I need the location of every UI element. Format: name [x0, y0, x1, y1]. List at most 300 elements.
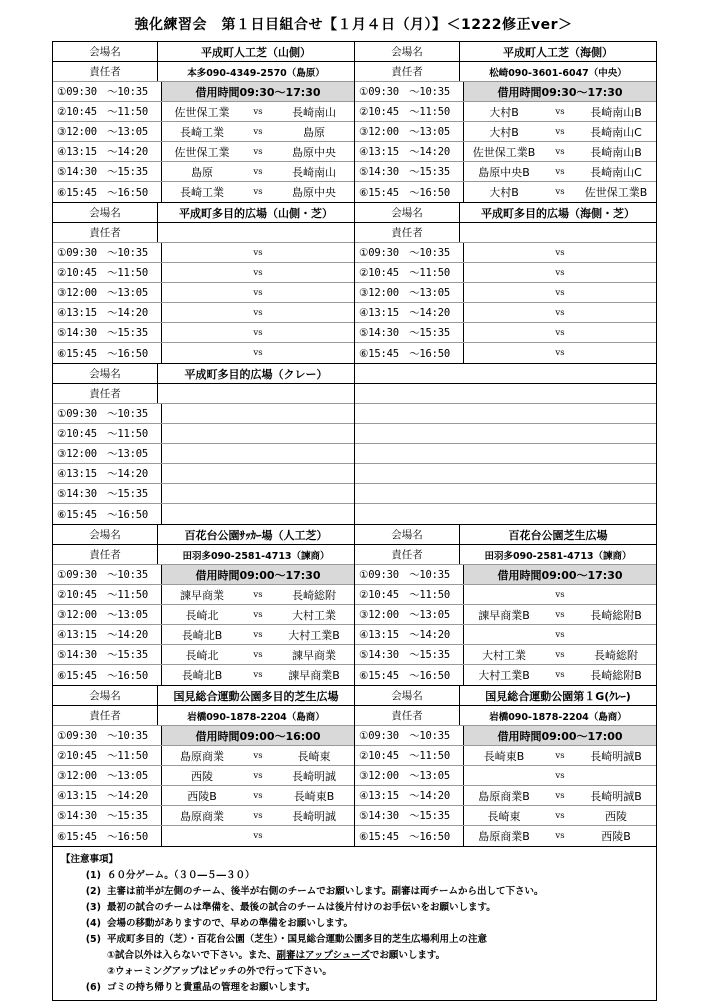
- time-slot-row: [355, 303, 656, 323]
- time-slot: ①09:30 ～10:35: [53, 82, 162, 101]
- match-cell: [464, 766, 656, 785]
- time-slot-row: [53, 243, 354, 263]
- time-slot: ⑤14:30 ～15:35: [53, 484, 162, 503]
- empty-cell: [162, 404, 354, 423]
- match-cell: [464, 182, 656, 202]
- manager-row: [53, 706, 354, 726]
- time-slot-row: [355, 585, 656, 605]
- venue-label: 会場名: [53, 42, 158, 61]
- vs-label: vs: [253, 146, 263, 157]
- vs-label: vs: [253, 247, 263, 258]
- vs-label: vs: [555, 790, 565, 801]
- match-cell: [162, 585, 354, 604]
- time-slot-row: [53, 484, 354, 504]
- time-slot-row: [355, 766, 656, 786]
- manager-row: [53, 384, 354, 404]
- vs-label: vs: [555, 629, 565, 640]
- match-cell: [162, 766, 354, 785]
- manager-contact: [460, 223, 656, 242]
- match-cell: [464, 283, 656, 302]
- vs-label: vs: [253, 589, 263, 600]
- venue-row: [53, 525, 354, 545]
- match-cell: [162, 605, 354, 624]
- away-team: 長崎南山B: [590, 105, 642, 119]
- home-team: 大村工業: [482, 648, 526, 662]
- venue-label: 会場名: [355, 686, 460, 705]
- manager-row: [53, 545, 354, 565]
- venue-block: [354, 686, 656, 846]
- away-team: 諫早商業: [292, 648, 336, 662]
- empty-cell: [162, 444, 354, 463]
- empty-row: [355, 364, 656, 384]
- manager-row: [355, 223, 656, 243]
- time-slot-row: [355, 665, 656, 685]
- time-slot: ⑥15:45 ～16:50: [355, 665, 464, 685]
- venue-block: [354, 203, 656, 363]
- manager-row: [355, 545, 656, 565]
- venue-row: [355, 42, 656, 62]
- manager-contact: 本多090-4349-2570（島原）: [187, 67, 325, 79]
- manager-label: 責任者: [355, 706, 460, 725]
- time-slot-row: [53, 605, 354, 625]
- time-slot-row: [355, 243, 656, 263]
- venue-label: 会場名: [53, 203, 158, 222]
- match-cell: [162, 182, 354, 202]
- vs-label: vs: [555, 166, 565, 177]
- venue-label: 会場名: [53, 364, 158, 383]
- manager-label: 責任者: [53, 545, 158, 564]
- home-team: 西陵B: [187, 789, 217, 803]
- empty-row: [355, 424, 656, 444]
- manager-row: [355, 62, 656, 82]
- time-slot: ③12:00 ～13:05: [355, 122, 464, 141]
- manager-contact: [158, 384, 354, 403]
- time-slot-row: [53, 806, 354, 826]
- time-slot: ④13:15 ～14:20: [53, 786, 162, 805]
- match-cell: [464, 142, 656, 161]
- away-team: 島原: [303, 125, 325, 139]
- empty-row: [355, 404, 656, 424]
- away-team: 長崎南山C: [590, 125, 642, 139]
- vs-label: vs: [555, 670, 565, 680]
- match-cell: [464, 303, 656, 322]
- venue-name: 国見総合運動公園第１G(ｸﾚｰ): [485, 689, 631, 703]
- time-slot-row: [355, 122, 656, 142]
- time-slot-row: [355, 263, 656, 283]
- time-slot: ③12:00 ～13:05: [53, 766, 162, 785]
- match-cell: [162, 645, 354, 664]
- manager-contact: 岩橋090-1878-2204（島商）: [489, 711, 627, 723]
- time-slot: ③12:00 ～13:05: [53, 605, 162, 624]
- time-slot-row: [53, 404, 354, 424]
- vs-label: vs: [555, 287, 565, 298]
- venue-name: 平成町多目的広場（山側・芝）: [179, 206, 333, 220]
- time-slot-row: [53, 645, 354, 665]
- away-team: 西陵: [605, 809, 627, 823]
- venue-name: 平成町多目的広場（クレー）: [184, 367, 328, 381]
- time-slot: ①09:30 ～10:35: [53, 726, 162, 745]
- time-slot: ②10:45 ～11:50: [53, 102, 162, 121]
- manager-row: [53, 62, 354, 82]
- venue-row: [53, 42, 354, 62]
- time-slot-row: [355, 726, 656, 746]
- home-team: 佐世保工業B: [472, 145, 536, 159]
- vs-label: vs: [253, 609, 263, 620]
- venue-label: 会場名: [53, 525, 158, 544]
- manager-label: 責任者: [53, 223, 158, 242]
- empty-row: [355, 504, 656, 524]
- note-sub-item: ②ウォーミングアップはピッチの外で行って下さい。: [107, 966, 332, 977]
- time-slot-row: [53, 102, 354, 122]
- vs-label: vs: [555, 307, 565, 318]
- vs-label: vs: [253, 790, 263, 801]
- match-cell: [464, 585, 656, 604]
- time-slot: ⑥15:45 ～16:50: [53, 665, 162, 685]
- venue-block: [53, 203, 354, 363]
- venue-name: 百花台公園芝生広場: [508, 528, 608, 542]
- time-slot-row: [355, 142, 656, 162]
- note-number: (1): [85, 870, 101, 881]
- match-cell: [464, 746, 656, 765]
- vs-label: vs: [253, 629, 263, 640]
- time-slot: ②10:45 ～11:50: [53, 263, 162, 282]
- match-cell: [464, 625, 656, 644]
- home-team: 長崎工業: [180, 125, 224, 139]
- time-slot: ②10:45 ～11:50: [355, 263, 464, 282]
- time-slot-row: [53, 283, 354, 303]
- empty-row: [355, 384, 656, 404]
- home-team: 大村B: [489, 125, 519, 139]
- home-team: 諫早商業: [180, 588, 224, 602]
- time-slot: ④13:15 ～14:20: [355, 625, 464, 644]
- away-team: 長崎総附: [292, 588, 336, 602]
- time-slot: ②10:45 ～11:50: [53, 746, 162, 765]
- vs-label: vs: [555, 106, 565, 117]
- empty-cell: [162, 504, 354, 524]
- time-slot-row: [53, 444, 354, 464]
- vs-label: vs: [555, 187, 565, 197]
- time-slot: ⑤14:30 ～15:35: [53, 323, 162, 342]
- note-text: ゴミの持ち帰りと貴重品の管理をお願いします。: [107, 982, 316, 993]
- note-item: [61, 868, 648, 884]
- match-cell: [162, 263, 354, 282]
- away-team: 長崎南山B: [590, 145, 642, 159]
- home-team: 長崎北B: [181, 669, 223, 682]
- usage-hours: 借用時間09:30～17:30: [464, 82, 656, 101]
- venue-label: 会場名: [355, 42, 460, 61]
- match-cell: [162, 665, 354, 685]
- time-slot: ④13:15 ～14:20: [355, 142, 464, 161]
- venue-label: 会場名: [53, 686, 158, 705]
- time-slot-row: [53, 323, 354, 343]
- match-cell: [162, 625, 354, 644]
- match-cell: [464, 645, 656, 664]
- venue-block: [53, 686, 354, 846]
- time-slot-row: [53, 424, 354, 444]
- page-title: 強化練習会 第１日目組合せ【１月４日（月）】＜1222修正ver＞: [134, 17, 573, 33]
- home-team: 島原商業: [180, 749, 224, 763]
- time-slot: ①09:30 ～10:35: [355, 726, 464, 745]
- time-slot-row: [53, 625, 354, 645]
- match-cell: [464, 162, 656, 181]
- away-team: 島原中央: [292, 186, 336, 199]
- home-team: 長崎東B: [483, 749, 525, 763]
- manager-contact: 岩橋090-1878-2204（島商）: [187, 711, 325, 723]
- venue-block: [53, 525, 354, 685]
- note-item: [61, 916, 648, 932]
- away-team: 島原中央: [292, 145, 336, 159]
- usage-hours: 借用時間09:00～17:30: [464, 565, 656, 584]
- match-cell: [464, 806, 656, 825]
- note-item: [61, 884, 648, 900]
- note-text: 平成町多目的（芝）・百花台公園（芝生）・国見総合運動公園多目的芝生広場利用上の注意: [107, 934, 488, 945]
- time-slot-row: [355, 343, 656, 363]
- time-slot: ⑥15:45 ～16:50: [53, 343, 162, 363]
- time-slot: ②10:45 ～11:50: [355, 585, 464, 604]
- time-slot-row: [355, 102, 656, 122]
- time-slot: ④13:15 ～14:20: [53, 142, 162, 161]
- home-team: 長崎北B: [181, 628, 223, 642]
- vs-label: vs: [555, 750, 565, 761]
- time-slot: ⑤14:30 ～15:35: [53, 806, 162, 825]
- away-team: 諫早商業B: [288, 669, 340, 682]
- time-slot-row: [53, 726, 354, 746]
- vs-label: vs: [555, 770, 565, 781]
- time-slot: ②10:45 ～11:50: [355, 746, 464, 765]
- time-slot: ⑤14:30 ～15:35: [53, 162, 162, 181]
- note-item: [61, 932, 648, 948]
- home-team: 島原中央B: [478, 165, 530, 179]
- time-slot-row: [355, 746, 656, 766]
- usage-hours: 借用時間09:00～17:30: [162, 565, 354, 584]
- note-text: 会場の移動がありますので、早めの準備をお願いします。: [107, 918, 354, 929]
- time-slot: ①09:30 ～10:35: [355, 82, 464, 101]
- venue-section: [53, 686, 656, 847]
- time-slot: ④13:15 ～14:20: [355, 786, 464, 805]
- away-team: 長崎東: [297, 749, 331, 763]
- venue-section: [53, 364, 656, 525]
- vs-label: vs: [253, 267, 263, 278]
- venue-label: 会場名: [355, 525, 460, 544]
- match-cell: [162, 323, 354, 342]
- time-slot-row: [355, 565, 656, 585]
- match-cell: [464, 826, 656, 846]
- manager-label: 責任者: [355, 223, 460, 242]
- vs-label: vs: [253, 770, 263, 781]
- time-slot-row: [355, 283, 656, 303]
- time-slot-row: [53, 766, 354, 786]
- time-slot: ③12:00 ～13:05: [355, 766, 464, 785]
- venue-block: [354, 42, 656, 202]
- venue-section: [53, 203, 656, 364]
- vs-label: vs: [555, 126, 565, 137]
- venue-row: [53, 203, 354, 223]
- home-team: 島原商業B: [478, 789, 530, 803]
- venue-name: 百花台公園ｻｯｶｰ場（人工芝）: [184, 528, 328, 542]
- vs-label: vs: [555, 589, 565, 600]
- manager-label: 責任者: [53, 384, 158, 403]
- time-slot: ⑤14:30 ～15:35: [355, 645, 464, 664]
- vs-label: vs: [253, 327, 263, 338]
- match-cell: [162, 786, 354, 805]
- vs-label: vs: [555, 247, 565, 258]
- time-slot-row: [355, 82, 656, 102]
- time-slot: ⑤14:30 ～15:35: [355, 162, 464, 181]
- manager-label: 責任者: [355, 545, 460, 564]
- note-text: ６０分ゲーム。（３０―５―３０）: [107, 870, 255, 881]
- time-slot: ④13:15 ～14:20: [53, 464, 162, 483]
- away-team: 西陵B: [601, 830, 631, 843]
- usage-hours: 借用時間09:00～16:00: [162, 726, 354, 745]
- vs-label: vs: [555, 831, 565, 841]
- time-slot: ⑥15:45 ～16:50: [53, 826, 162, 846]
- time-slot-row: [53, 182, 354, 202]
- vs-label: vs: [253, 187, 263, 197]
- note-sub-text: でお願いします。: [369, 950, 446, 961]
- note-text: 最初の試合のチームは準備を、最後の試合のチームは後片付けのお手伝いをお願いします。: [107, 902, 496, 913]
- time-slot-row: [53, 826, 354, 846]
- note-number: (6): [85, 982, 101, 993]
- time-slot-row: [53, 746, 354, 766]
- time-slot: ①09:30 ～10:35: [355, 565, 464, 584]
- note-text: 主審は前半が左側のチーム、後半が右側のチームでお願いします。副審は両チームから出して下さい。: [107, 886, 544, 897]
- time-slot-row: [53, 585, 354, 605]
- time-slot: ②10:45 ～11:50: [53, 424, 162, 443]
- time-slot-row: [53, 565, 354, 585]
- time-slot-row: [355, 625, 656, 645]
- match-cell: [162, 283, 354, 302]
- manager-row: [53, 223, 354, 243]
- usage-hours: 借用時間09:00～17:00: [464, 726, 656, 745]
- home-team: 大村工業B: [478, 669, 530, 682]
- time-slot: ③12:00 ～13:05: [355, 605, 464, 624]
- manager-contact: [158, 223, 354, 242]
- home-team: 島原: [191, 165, 213, 179]
- time-slot: ⑤14:30 ～15:35: [53, 645, 162, 664]
- time-slot: ⑥15:45 ～16:50: [53, 182, 162, 202]
- vs-label: vs: [253, 810, 263, 821]
- notes-section: [53, 847, 656, 1000]
- match-cell: [162, 343, 354, 363]
- match-cell: [162, 142, 354, 161]
- vs-label: vs: [555, 146, 565, 157]
- away-team: 長崎明誠B: [590, 749, 642, 763]
- time-slot-row: [53, 162, 354, 182]
- empty-row: [355, 444, 656, 464]
- note-item: [61, 980, 648, 996]
- match-cell: [464, 343, 656, 363]
- manager-label: 責任者: [53, 706, 158, 725]
- time-slot: ②10:45 ～11:50: [53, 585, 162, 604]
- note-sub-underlined: 副審はアップシューズ: [276, 950, 370, 961]
- home-team: 長崎北: [185, 648, 219, 662]
- away-team: 長崎総附B: [590, 608, 642, 622]
- time-slot: ①09:30 ～10:35: [53, 243, 162, 262]
- match-cell: [162, 102, 354, 121]
- note-number: (4): [85, 918, 101, 929]
- time-slot-row: [53, 665, 354, 685]
- away-team: 長崎総附: [594, 648, 638, 662]
- time-slot-row: [53, 303, 354, 323]
- venue-row: [53, 364, 354, 384]
- match-cell: [464, 102, 656, 121]
- match-cell: [162, 806, 354, 825]
- time-slot: ③12:00 ～13:05: [53, 283, 162, 302]
- schedule-sheet: [52, 41, 657, 1001]
- time-slot-row: [355, 786, 656, 806]
- time-slot: ④13:15 ～14:20: [53, 303, 162, 322]
- time-slot-row: [53, 464, 354, 484]
- match-cell: [464, 786, 656, 805]
- vs-label: vs: [555, 267, 565, 278]
- manager-contact: 田羽多090-2581-4713（諫商）: [182, 550, 330, 562]
- time-slot: ③12:00 ～13:05: [53, 122, 162, 141]
- venue-name: 平成町人工芝（海側）: [503, 45, 613, 59]
- venue-name: 平成町人工芝（山側）: [201, 45, 311, 59]
- vs-label: vs: [253, 649, 263, 660]
- venue-section: [53, 42, 656, 203]
- time-slot: ①09:30 ～10:35: [53, 565, 162, 584]
- empty-block: [354, 364, 656, 524]
- time-slot: ③12:00 ～13:05: [53, 444, 162, 463]
- home-team: 佐世保工業: [174, 145, 230, 159]
- venue-row: [355, 686, 656, 706]
- home-team: 島原商業: [180, 809, 224, 823]
- vs-label: vs: [555, 327, 565, 338]
- time-slot: ②10:45 ～11:50: [355, 102, 464, 121]
- empty-cell: [162, 424, 354, 443]
- away-team: 長崎明誠: [292, 809, 336, 823]
- note-sub-text: ①試合以外は入らないで下さい。また、: [107, 950, 277, 961]
- vs-label: vs: [253, 831, 263, 841]
- away-team: 長崎総附B: [590, 669, 642, 682]
- venue-row: [53, 686, 354, 706]
- time-slot-row: [53, 504, 354, 524]
- vs-label: vs: [253, 750, 263, 761]
- time-slot: ④13:15 ～14:20: [53, 625, 162, 644]
- manager-label: 責任者: [53, 62, 158, 81]
- home-team: 西陵: [191, 769, 213, 783]
- manager-row: [355, 706, 656, 726]
- usage-hours: 借用時間09:30～17:30: [162, 82, 354, 101]
- time-slot: ④13:15 ～14:20: [355, 303, 464, 322]
- time-slot-row: [355, 826, 656, 846]
- time-slot: ⑥15:45 ～16:50: [53, 504, 162, 524]
- vs-label: vs: [253, 348, 263, 358]
- vs-label: vs: [253, 106, 263, 117]
- time-slot: ⑥15:45 ～16:50: [355, 182, 464, 202]
- vs-label: vs: [555, 810, 565, 821]
- time-slot: ③12:00 ～13:05: [355, 283, 464, 302]
- empty-row: [355, 484, 656, 504]
- empty-cell: [162, 484, 354, 503]
- vs-label: vs: [555, 609, 565, 620]
- venue-block: [53, 364, 354, 524]
- time-slot-row: [53, 142, 354, 162]
- time-slot-row: [355, 323, 656, 343]
- home-team: 長崎北: [185, 608, 219, 622]
- away-team: 長崎明誠: [292, 769, 336, 783]
- away-team: 大村工業B: [288, 628, 340, 642]
- empty-cell: [162, 464, 354, 483]
- manager-contact: 田羽多090-2581-4713（諫商）: [484, 550, 632, 562]
- match-cell: [464, 665, 656, 685]
- match-cell: [464, 243, 656, 262]
- time-slot-row: [355, 162, 656, 182]
- home-team: 諫早商業B: [478, 608, 530, 622]
- home-team: 大村B: [489, 186, 519, 199]
- vs-label: vs: [253, 287, 263, 298]
